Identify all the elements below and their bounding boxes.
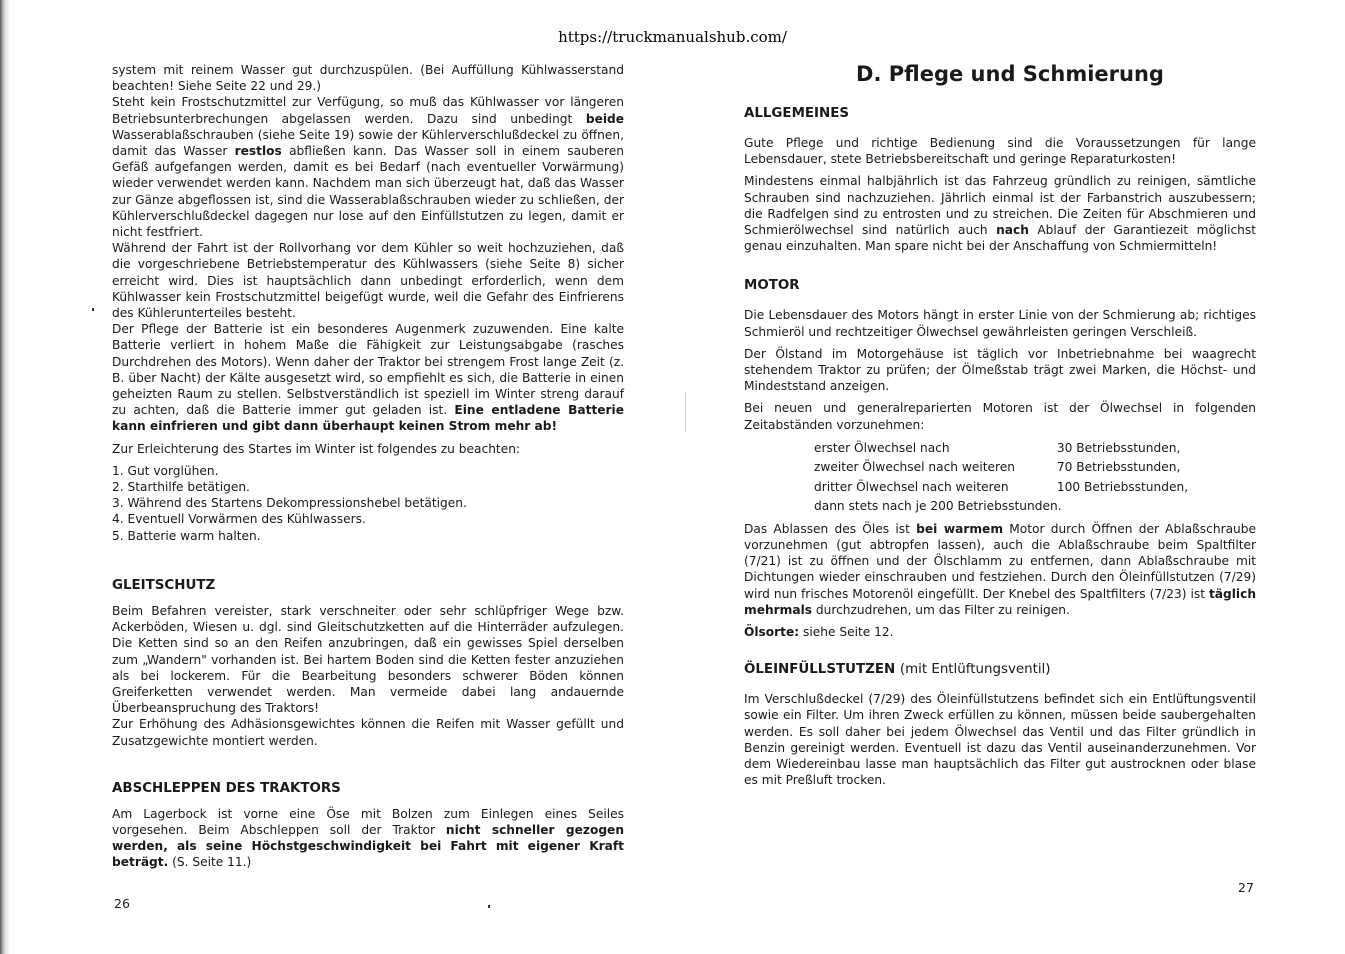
page-title: D. Pflege und Schmierung <box>856 62 1164 86</box>
list-item: 1. Gut vorglühen. <box>112 463 219 478</box>
paragraph: Bei neuen und generalreparierten Motoren ist der Ölwechsel in folgenden Zeitabständen vorzunehmen: <box>744 401 1256 432</box>
page-number-right: 27 <box>1238 880 1254 895</box>
scan-speck <box>92 308 94 311</box>
list-item: 3. Während des Startens Dekompressionshebel betätigen. <box>112 496 467 511</box>
list-item: 2. Starthilfe betätigen. <box>112 480 250 495</box>
book-binding-edge <box>0 0 10 954</box>
section-heading-abschleppen: ABSCHLEPPEN DES TRAKTORS <box>112 780 341 796</box>
right-page <box>744 62 1256 788</box>
paragraph: Im Verschlußdeckel (7/29) des Öleinfüllstutzens befindet sich ein Entlüftungsventil sowie ein Filter. Um ihren Zweck erfüllen zu können, müssen beide saubergehalten werden. Es soll daher bei jedem Ölwechsel das Ventil und das Filter gründlich in Benzin gereinigt werden. Eventuell ist dazu das Ventil auseinanderzunehmen. Vor dem Wiedereinbau lasse man hauptsächlich das Filter gut austrocknen oder blase es mit Preßluft trocken. <box>744 692 1256 788</box>
paragraph: Steht kein Frostschutzmittel zur Verfügung, so muß das Kühlwasser vor längeren Betriebsunterbrechungen abgelassen werden. Dazu sind unbedingt beide Wasserablaßschrauben (siehe Seite 19) sowie der Kühlerverschlußdeckel zu öffnen, damit das Wasser restlos abfließen kann. Das Wasser soll in einem sauberen Gefäß aufgefangen werden, damit es bei Bedarf (nach eventueller Vorwärmung) wieder verwendet werden kann. Nachdem man sich überzeugt hat, daß das Wasser zur Gänze abgeflossen ist, sind die Wasserablaßschrauben wieder zu schließen, der Kühlerverschlußdeckel dagegen nur lose auf den Einfüllstutzen zu legen, damit er nicht festfriert. <box>112 95 625 240</box>
paragraph: Der Pflege der Batterie ist ein besonderes Augenmerk zuzuwenden. Eine kalte Batterie verliert in hohem Maße die Fähigkeit zur Leistungsabgabe (rasches Durchdrehen des Motors). Wenn daher der Traktor bei strengem Frost lange Zeit (z. B. über Nacht) der Kälte ausgesetzt wird, so empfiehlt es sich, die Batterie in einen geheizten Raum zu stellen. Selbstverständlich ist speziell im Winter streng darauf zu achten, daß die Batterie immer gut geladen ist. Eine entladene Batterie kann einfrieren und gibt dann überhaupt keinen Strom mehr ab! <box>112 322 625 434</box>
paragraph: Gute Pflege und richtige Bedienung sind die Voraussetzungen für lange Lebensdauer, stete Betriebsbereitschaft und geringe Reparaturkosten! <box>744 136 1256 167</box>
start-tips-list <box>112 463 624 544</box>
section-heading-motor: MOTOR <box>744 278 800 294</box>
list-item: 5. Batterie warm halten. <box>112 528 261 543</box>
section-heading-oeleinfuellstutzen: ÖLEINFÜLLSTUTZEN (mit Entlüftungsventil) <box>744 662 1051 678</box>
paragraph: system mit reinem Wasser gut durchzuspülen. (Bei Auffüllung Kühlwasserstand beachten! Siehe Seite 22 und 29.) <box>112 63 624 94</box>
paragraph: Das Ablassen des Öles ist bei warmem Motor durch Öffnen der Ablaßschraube vorzunehmen (gut abtropfen lassen), auch die Ablaßschraube beim Spaltfilter (7/21) ist zu öffnen und der Ölschlamm zu entfernen, dann Ablaßschraube mit Dichtungen wieder einschrauben und festziehen. Durch den Öleinfüllstutzen (7/29) wird nun frisches Motorenöl eingefüllt. Der Knebel des Spaltfilters (7/23) ist täglich mehrmals durchzudrehen, um das Filter zu reinigen. <box>744 521 1257 617</box>
section-heading-allgemeines: ALLGEMEINES <box>744 106 850 121</box>
paragraph: Der Ölstand im Motorgehäuse ist täglich vor Inbetriebnahme bei waagrecht stehendem Traktor zu prüfen; der Ölmeßstab trägt zwei Marken, die Höchst- und Mindeststand anzeigen. <box>744 346 1256 394</box>
section-heading-gleitschutz: GLEITSCHUTZ <box>112 577 216 593</box>
paragraph: Zur Erleichterung des Startes im Winter ist folgendes zu beachten: <box>112 441 521 456</box>
source-url[interactable]: https://truckmanualshub.com/ <box>558 28 787 46</box>
paragraph: Während der Fahrt ist der Rollvorhang vor dem Kühler so weit hochzuziehen, daß die vorgeschriebene Betriebstemperatur des Kühlwassers (siehe Seite 8) sicher erreicht wird. Dies ist hauptsächlich dann unbedingt erforderlich, wenn dem Kühlwasser kein Frostschutzmittel beigefügt wurde, weil die Gefahr des Einfrierens des Kühlerunterteiles besteht. <box>112 241 624 321</box>
schedule-row: erster Ölwechsel nach 30 Betriebsstunden, <box>814 440 1181 455</box>
paragraph: Die Lebensdauer des Motors hängt in erster Linie von der Schmierung ab; richtiges Schmieröl und rechtzeitiger Ölwechsel gewährleisten geringen Verschleiß. <box>744 308 1256 339</box>
oil-change-schedule <box>814 439 1256 517</box>
page-fold-mark <box>685 392 686 432</box>
scan-speck <box>488 905 490 908</box>
paragraph: Ölsorte: siehe Seite 12. <box>744 625 894 640</box>
paragraph: Beim Befahren vereister, stark verschneiter oder sehr schlüpfriger Wege bzw. Ackerböden, Wiesen u. dgl. sind Gleitschutzketten auf die Hinterräder aufzulegen. Die Ketten sind so an den Reifen anzubringen, daß ein gewisses Spiel derselben zum „Wandern" vorhanden ist. Bei hartem Boden sind die Ketten fester anzuziehen als bei lockerem. Für die Bearbeitung besonders schwerer Böden können Greiferketten verwendet werden. Man vermeide dabei lang andauernde Überbeanspruchung des Traktors! <box>112 603 624 716</box>
schedule-row: zweiter Ölwechsel nach weiteren 70 Betriebsstunden, <box>814 460 1181 475</box>
paragraph: Am Lagerbock ist vorne eine Öse mit Bolzen zum Einlegen eines Seiles vorgesehen. Beim Abschleppen soll der Traktor nicht schneller gezogen werden, als seine Höchstgeschwindigkeit bei Fahrt mit eigener Kraft beträgt. (S. Seite 11.) <box>112 806 625 870</box>
page-number-left: 26 <box>114 896 130 911</box>
paragraph: Zur Erhöhung des Adhäsionsgewichtes können die Reifen mit Wasser gefüllt und Zusatzgewichte montiert werden. <box>112 717 624 748</box>
list-item: 4. Eventuell Vorwärmen des Kühlwassers. <box>112 512 366 527</box>
schedule-row: dritter Ölwechsel nach weiteren 100 Betriebsstunden, <box>814 479 1189 494</box>
paragraph: Mindestens einmal halbjährlich ist das Fahrzeug gründlich zu reinigen, sämtliche Schrauben sind nachzuziehen. Jährlich einmal ist der Farbanstrich auszubessern; die Radfelgen sind zu entrosten und zu streichen. Die Zeiten für Abschmieren und Schmierölwechsel sind natürlich auch nach Ablauf der Garantiezeit möglichst genau einzuhalten. Man spare nicht bei der Anschaffung von Schmiermitteln! <box>744 174 1257 254</box>
left-page <box>112 62 624 871</box>
schedule-tail: dann stets nach je 200 Betriebsstunden. <box>814 499 1062 514</box>
